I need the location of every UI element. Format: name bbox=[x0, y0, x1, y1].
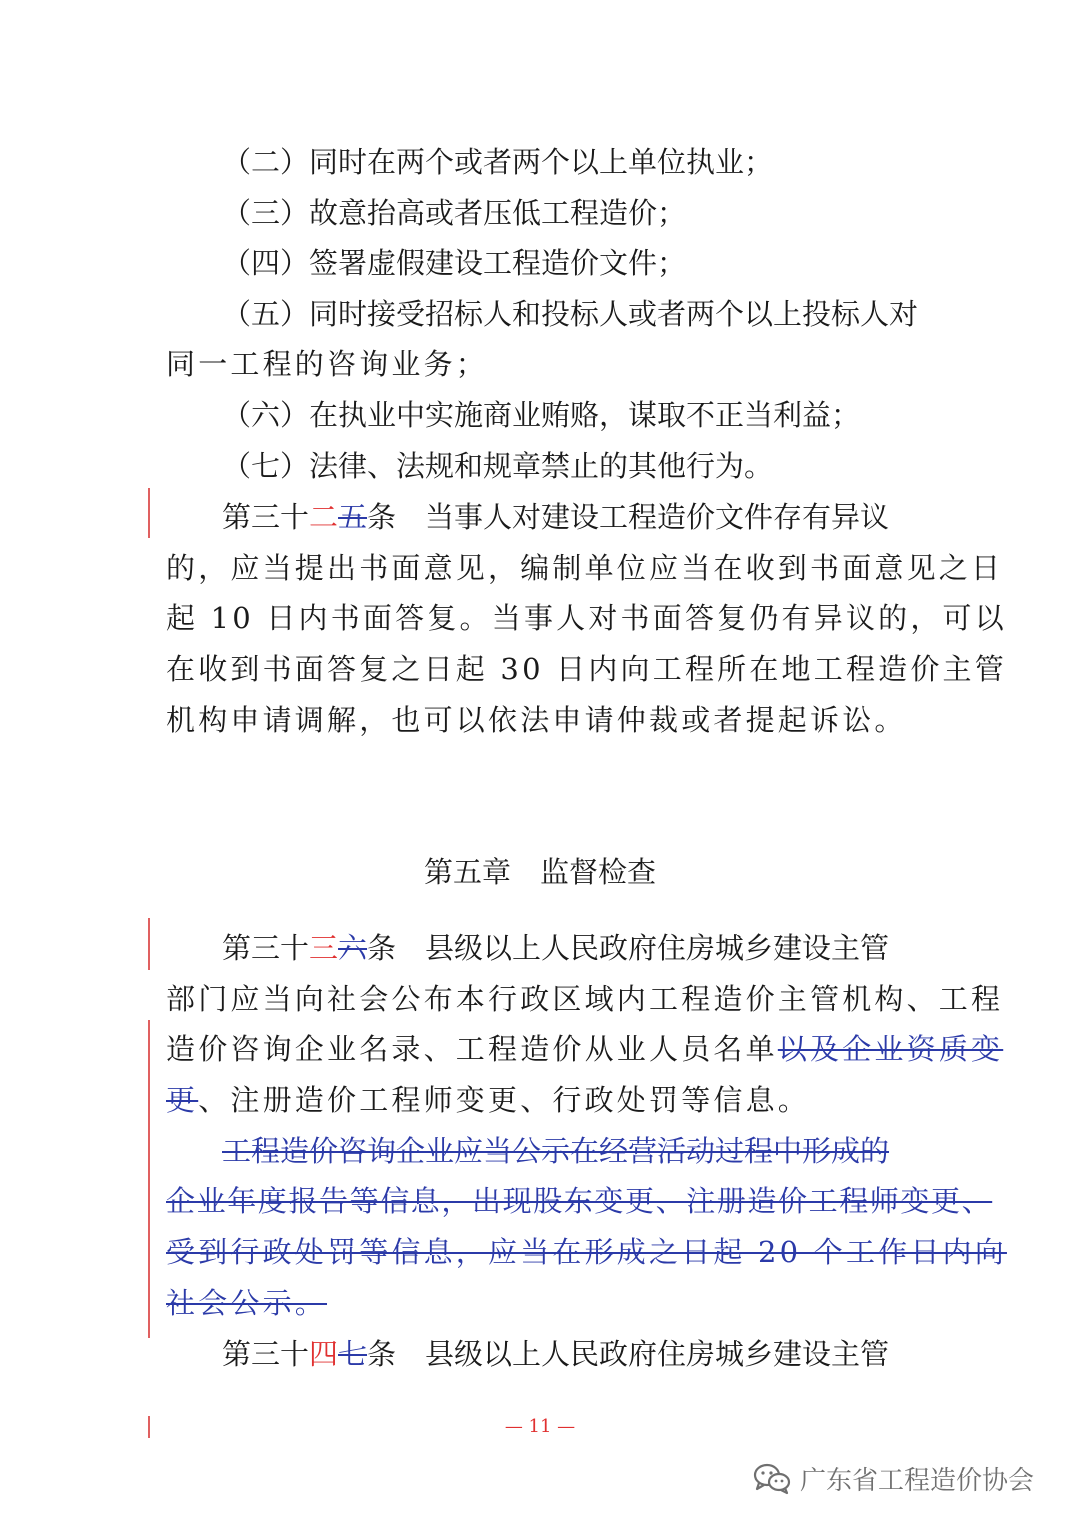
deleted-text: 五 bbox=[338, 500, 368, 534]
revision-margin-mark bbox=[148, 918, 150, 970]
article-33-line4 bbox=[166, 1080, 810, 1120]
revision-margin-mark bbox=[148, 1020, 150, 1338]
inserted-text: 三 bbox=[309, 931, 339, 965]
inserted-text: 四 bbox=[309, 1337, 339, 1371]
article-33-line3 bbox=[166, 1029, 1003, 1069]
kept-text: 、注册造价工程师变更、行政处罚等信息。 bbox=[198, 1083, 811, 1117]
article-32-heading bbox=[222, 497, 889, 537]
chapter-title: 第五章 监督检查 bbox=[423, 855, 656, 889]
article-32-line4: 在收到书面答复之日起 30 日内向工程所在地工程造价主管 bbox=[166, 652, 1007, 686]
article-text: 条 当事人对建设工程造价文件存有异议 bbox=[367, 500, 890, 534]
deleted-paragraph-line2: 企业年度报告等信息，出现股东变更、注册造价工程师变更、 bbox=[166, 1184, 993, 1218]
article-prefix: 第三十 bbox=[222, 931, 310, 965]
deleted-text: 更 bbox=[166, 1083, 199, 1117]
article-text: 条 县级以上人民政府住房城乡建设主管 bbox=[367, 1337, 890, 1371]
list-item-5-line2: 同一工程的咨询业务； bbox=[166, 347, 489, 381]
watermark bbox=[752, 1460, 1034, 1497]
article-33-heading bbox=[222, 928, 889, 968]
deleted-paragraph-line1: 工程造价咨询企业应当公示在经营活动过程中形成的 bbox=[222, 1134, 890, 1168]
kept-text: 造价咨询企业名录、工程造价从业人员名单 bbox=[166, 1032, 778, 1066]
page-number: — 11 — bbox=[504, 1416, 576, 1437]
article-prefix: 第三十 bbox=[222, 1337, 310, 1371]
article-34-heading bbox=[222, 1334, 889, 1374]
article-32-line5: 机构申请调解，也可以依法申请仲裁或者提起诉讼。 bbox=[166, 703, 907, 737]
deleted-paragraph-line4: 社会公示。 bbox=[166, 1286, 328, 1320]
list-item-3: （三）故意抬高或者压低工程造价； bbox=[222, 196, 687, 230]
watermark-text: 广东省工程造价协会 bbox=[800, 1466, 1035, 1496]
article-33-line2: 部门应当向社会公布本行政区域内工程造价主管机构、工程 bbox=[166, 982, 1004, 1016]
deleted-text: 七 bbox=[338, 1337, 368, 1371]
revision-margin-mark bbox=[148, 488, 150, 538]
list-item-7: （七）法律、法规和规章禁止的其他行为。 bbox=[222, 449, 774, 483]
inserted-text: 二 bbox=[309, 500, 339, 534]
list-item-5-line1: （五）同时接受招标人和投标人或者两个以上投标人对 bbox=[222, 297, 919, 331]
article-text: 条 县级以上人民政府住房城乡建设主管 bbox=[367, 931, 890, 965]
article-32-line2: 的，应当提出书面意见，编制单位应当在收到书面意见之日 bbox=[166, 551, 1004, 585]
deleted-paragraph-line3: 受到行政处罚等信息，应当在形成之日起 20 个工作日内向 bbox=[166, 1235, 1007, 1269]
list-item-2: （二）同时在两个或者两个以上单位执业； bbox=[222, 145, 774, 179]
deleted-text: 以及企业资质变 bbox=[777, 1032, 1004, 1066]
deleted-text: 六 bbox=[338, 931, 368, 965]
list-item-6: （六）在执业中实施商业贿赂，谋取不正当利益； bbox=[222, 398, 861, 432]
list-item-4: （四）签署虚假建设工程造价文件； bbox=[222, 246, 687, 280]
article-32-line3: 起 10 日内书面答复。当事人对书面答复仍有异议的，可以 bbox=[166, 601, 1007, 635]
wechat-icon bbox=[752, 1462, 792, 1496]
article-prefix: 第三十 bbox=[222, 500, 310, 534]
